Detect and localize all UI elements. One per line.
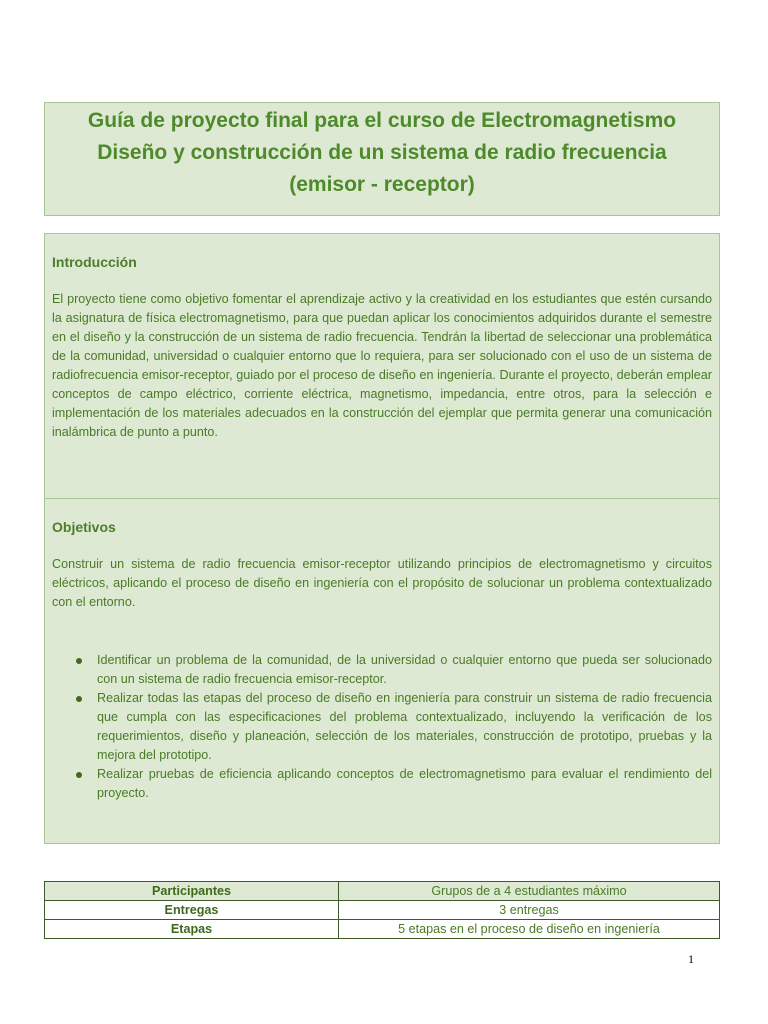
content-box <box>44 233 720 844</box>
document-title-line-2: Diseño y construcción de un sistema de radio frecuencia <box>97 141 667 164</box>
list-item <box>52 765 712 803</box>
document-title-line-3: (emisor - receptor) <box>289 173 475 196</box>
bullet-icon <box>76 658 82 664</box>
table-cell-value: 5 etapas en el proceso de diseño en ingeniería <box>339 920 720 939</box>
introduction-heading: Introducción <box>52 254 137 270</box>
table-row <box>45 882 720 901</box>
table-cell-value: Grupos de a 4 estudiantes máximo <box>339 882 720 901</box>
objectives-section <box>52 519 712 612</box>
table-row <box>45 920 720 939</box>
introduction-paragraph: El proyecto tiene como objetivo fomentar el aprendizaje activo y la creatividad en los estudiantes que estén cursando la asignatura de física electromagnetismo, para que puedan aplicar los conocimientos adquiridos durante el semestre en el diseño y la construcción de un sistema de radio frecuencia. Tendrán la libertad de seleccionar una problemática de la comunidad, universidad o cualquier entorno que lo requiera, para ser solucionado con el uso de un sistema de radiofrecuencia emisor-receptor, guiado por el proceso de diseño en ingeniería. Durante el proyecto, deberán emplear conceptos de campo eléctrico, corriente eléctrica, magnetismo, impedancia, entre otros, para la selección e implementación de los materiales adecuados en la construcción del ejemplar que permita generar una comunicación inalámbrica de punto a punto. <box>52 292 712 439</box>
bullet-icon <box>76 772 82 778</box>
table-cell-label: Entregas <box>45 901 339 920</box>
objectives-heading: Objetivos <box>52 519 116 535</box>
objectives-paragraph: Construir un sistema de radio frecuencia emisor-receptor utilizando principios de electromagnetismo y circuitos eléctricos, aplicando el proceso de diseño en ingeniería con el propósito de solucionar un problema contextualizado con el entorno. <box>52 557 712 609</box>
table-cell-value: 3 entregas <box>339 901 720 920</box>
list-item-text: Identificar un problema de la comunidad, de la universidad o cualquier entorno que pueda ser solucionado con un sistema de radio frecuencia emisor-receptor. <box>97 653 712 686</box>
title-box <box>44 102 720 216</box>
project-info-table <box>44 881 720 939</box>
page-number: 1 <box>688 952 694 966</box>
table-cell-label: Participantes <box>45 882 339 901</box>
list-item <box>52 651 712 689</box>
document-title-line-1: Guía de proyecto final para el curso de Electromagnetismo <box>87 109 677 132</box>
list-item-text: Realizar pruebas de eficiencia aplicando conceptos de electromagnetismo para evaluar el rendimiento del proyecto. <box>97 767 712 800</box>
objectives-list <box>52 651 712 803</box>
table-row <box>45 901 720 920</box>
introduction-section <box>52 254 712 442</box>
section-divider <box>45 498 719 499</box>
list-item-text: Realizar todas las etapas del proceso de diseño en ingeniería para construir un sistema de radio frecuencia que cumpla con las especificaciones del problema contextualizado, incluyendo la verificación de los requerimientos, diseño y planeación, selección de los materiales, construcción de prototipo, pruebas y la mejora del prototipo. <box>97 691 712 762</box>
bullet-icon <box>76 696 82 702</box>
table-cell-label: Etapas <box>45 920 339 939</box>
list-item <box>52 689 712 765</box>
